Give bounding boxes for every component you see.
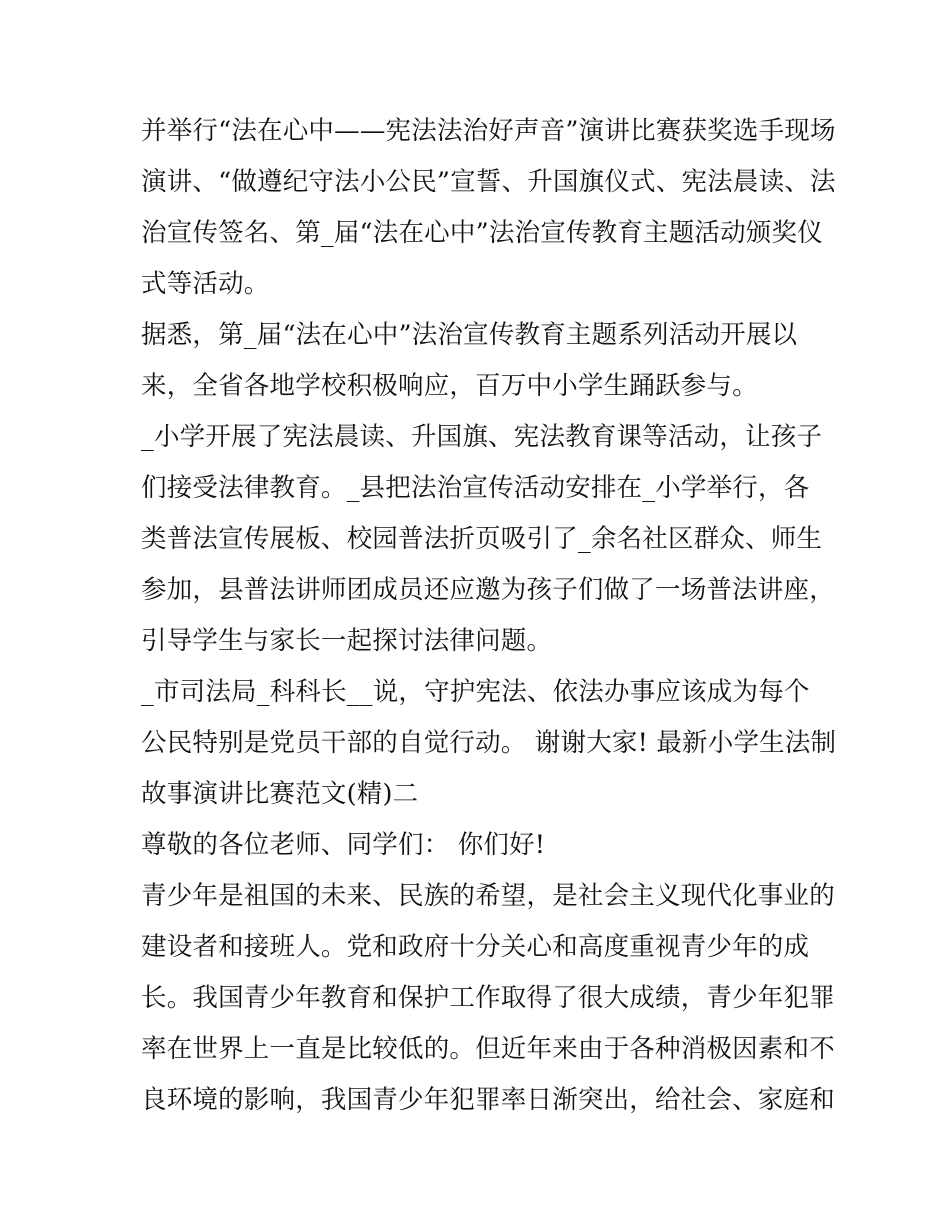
text-line: 式等活动。 xyxy=(141,269,270,299)
text-line: 参加，县普法讲师团成员还应邀为孩子们做了一场普法讲座， xyxy=(141,575,835,605)
text-line: 率在世界上一直是比较低的。但近年来由于各种消极因素和不 xyxy=(141,1034,835,1064)
text-line: 故事演讲比赛范文(精)二 xyxy=(141,779,419,809)
text-line: 建设者和接班人。党和政府十分关心和高度重视青少年的成 xyxy=(141,932,810,962)
text-line: 演讲、“做遵纪守法小公民”宣誓、升国旗仪式、宪法晨读、法 xyxy=(141,167,836,197)
text-line: 尊敬的各位老师、同学们： 你们好! xyxy=(141,830,546,860)
text-line: 来，全省各地学校积极响应，百万中小学生踊跃参与。 xyxy=(141,371,758,401)
text-line: 长。我国青少年教育和保护工作取得了很大成绩，青少年犯罪 xyxy=(141,983,835,1013)
text-line: 们接受法律教育。_县把法治宣传活动安排在_小学举行，各 xyxy=(141,473,810,503)
text-line: 类普法宣传展板、校园普法折页吸引了_余名社区群众、师生 xyxy=(141,524,823,554)
text-line: 据悉，第_届“法在心中”法治宣传教育主题系列活动开展以 xyxy=(141,320,798,350)
text-line: 引导学生与家长一起探讨法律问题。 xyxy=(141,626,553,656)
text-line: 良环境的影响，我国青少年犯罪率日渐突出，给社会、家庭和 xyxy=(141,1085,835,1115)
text-line: 公民特别是党员干部的自觉行动。 谢谢大家! 最新小学生法制 xyxy=(141,728,837,758)
text-line: _市司法局_科科长__说，守护宪法、依法办事应该成为每个 xyxy=(141,677,810,707)
text-line: 并举行“法在心中——宪法法治好声音”演讲比赛获奖选手现场 xyxy=(141,116,836,146)
text-line: _小学开展了宪法晨读、升国旗、宪法教育课等活动，让孩子 xyxy=(141,422,823,452)
text-line: 青少年是祖国的未来、民族的希望，是社会主义现代化事业的 xyxy=(141,881,835,911)
text-line: 治宣传签名、第_届“法在心中”法治宣传教育主题活动颁奖仪 xyxy=(141,218,823,248)
document-body xyxy=(141,106,837,1126)
